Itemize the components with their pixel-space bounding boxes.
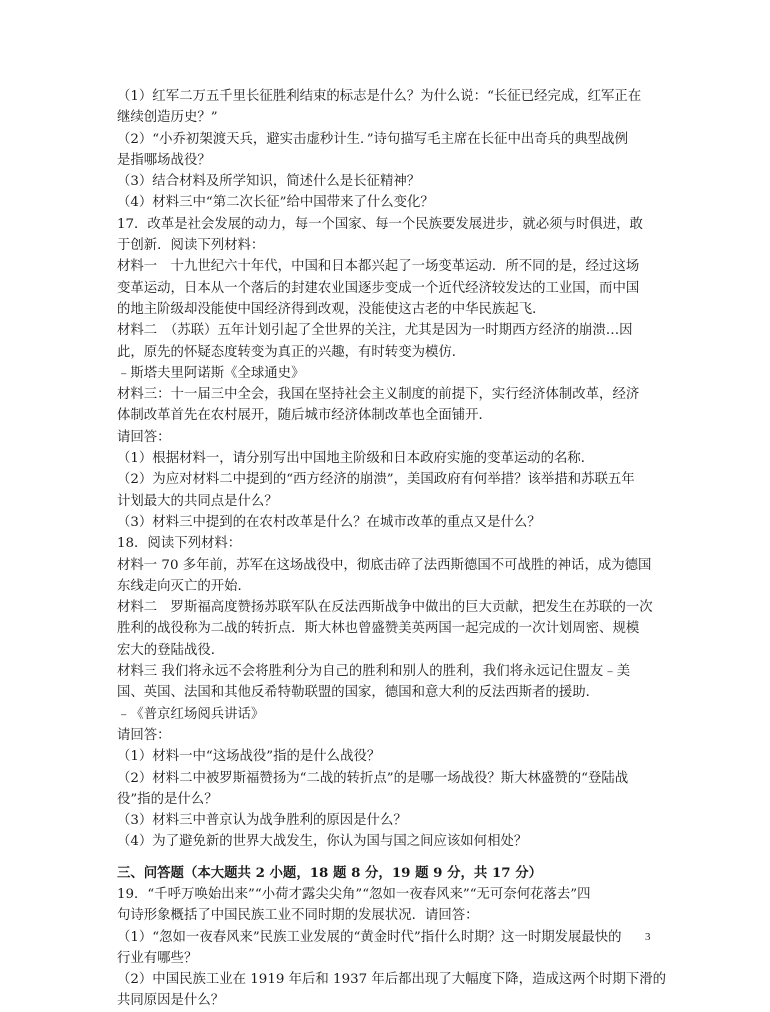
text-line: （3）材料三中提到的在农村改革是什么？在城市改革的重点又是什么？ bbox=[117, 514, 541, 530]
text-line: 18．阅读下列材料： bbox=[117, 536, 242, 552]
text-line: 宏大的登陆战役． bbox=[117, 642, 225, 658]
document-body bbox=[117, 86, 666, 1012]
text-line: 共同原因是什么？ bbox=[117, 993, 225, 1009]
text-line: 胜利的战役称为二战的转折点．斯大林也曾盛赞美英两国一起完成的一次计划周密、规模 bbox=[117, 621, 640, 637]
text-line: （2）为应对材料二中提到的“西方经济的崩溃”，美国政府有何举措？该举措和苏联五年 bbox=[117, 472, 635, 488]
text-line: 于创新．阅读下列材料： bbox=[117, 238, 265, 254]
text-line: 体制改革首先在农村展开，随后城市经济体制改革也全面铺开． bbox=[117, 408, 492, 424]
question-block-19 bbox=[117, 884, 666, 1012]
text-line: （4）材料三中“第二次长征”给中国带来了什么变化？ bbox=[117, 195, 434, 211]
text-line: 材料二 （苏联）五年计划引起了全世界的关注，尤其是因为一时期西方经济的崩溃…因 bbox=[117, 323, 633, 339]
text-line: 变革运动，日本从一个落后的封建农业国逐步变成一个近代经济较发达的工业国，而中国 bbox=[117, 280, 640, 296]
text-line: 19．“千呼万唤始出来”“小荷才露尖尖角”“忽如一夜春风来”“无可奈何花落去”四 bbox=[117, 886, 591, 902]
text-line: ﹣《普京红场阅兵讲话》 bbox=[117, 706, 265, 722]
text-line: （2）“小乔初架渡天兵，避实击虚秒计生．”诗句描写毛主席在长征中出奇兵的典型战例 bbox=[117, 131, 628, 147]
text-line: 材料一 70 多年前，苏军在这场战役中，彻底击碎了法西斯德国不可战胜的神话，成为德国 bbox=[117, 557, 652, 573]
text-line: （1）根据材料一，请分别写出中国地主阶级和日本政府实施的变革运动的名称． bbox=[117, 451, 595, 467]
question-block-17-18 bbox=[117, 86, 657, 853]
text-line: （1）红军二万五千里长征胜利结束的标志是什么？为什么说：“长征已经完成，红军正在 bbox=[117, 89, 642, 104]
text-line: 的地主阶级却没能使中国经济得到改观，没能使这古老的中华民族起飞． bbox=[117, 301, 546, 317]
text-line: （1）材料一中“这场战役”指的是什么战役？ bbox=[117, 749, 381, 765]
text-line: 材料二 罗斯福高度赞扬苏联军队在反法西斯战争中做出的巨大贡献，把发生在苏联的一次 bbox=[117, 600, 653, 616]
section-gap bbox=[117, 853, 657, 863]
text-line: 请回答： bbox=[117, 429, 171, 445]
text-line: （4）为了避免新的世界大战发生，你认为国与国之间应该如何相处？ bbox=[117, 834, 528, 850]
text-line: 计划最大的共同点是什么？ bbox=[117, 493, 278, 509]
text-line: 材料三 我们将永远不会将胜利分为自己的胜利和别人的胜利，我们将永远记住盟友﹣美 bbox=[117, 664, 631, 680]
text-line: 继续创造历史？” bbox=[117, 110, 218, 126]
text-line: 役”指的是什么？ bbox=[117, 791, 218, 807]
text-line: 17．改革是社会发展的动力，每一个国家、每一个民族要发展进步，就必须与时俱进，敢 bbox=[117, 216, 643, 232]
text-line: 国、英国、法国和其他反希特勒联盟的国家，德国和意大利的反法西斯者的援助． bbox=[117, 685, 600, 701]
section-heading: 三、问答题（本大题共 2 小题，18 题 8 分，19 题 9 分，共 17 分） bbox=[117, 864, 543, 881]
text-line: 请回答： bbox=[117, 727, 171, 743]
text-line: 是指哪场战役？ bbox=[117, 152, 211, 168]
page-number: 3 bbox=[645, 931, 651, 943]
text-line: （1）“忽如一夜春风来”民族工业发展的“黄金时代”指什么时期？这一时期发展最快的 bbox=[117, 929, 622, 945]
text-line: （3）结合材料及所学知识，简述什么是长征精神？ bbox=[117, 174, 421, 190]
text-line: ﹣斯塔夫里阿诺斯《全球通史》 bbox=[117, 365, 305, 381]
text-line: 此，原先的怀疑态度转变为真正的兴趣，有时转变为模仿． bbox=[117, 344, 466, 360]
text-line: 材料三：十一届三中全会，我国在坚持社会主义制度的前提下，实行经济体制改革，经济 bbox=[117, 387, 640, 403]
text-line: 行业有哪些？ bbox=[117, 950, 198, 966]
text-line: （2）中国民族工业在 1919 年后和 1937 年后都出现了大幅度下降，造成这两个时期下滑的 bbox=[117, 972, 666, 988]
text-line: （2）材料二中被罗斯福赞扬为“二战的转折点”的是哪一场战役？斯大林盛赞的“登陆战 bbox=[117, 770, 629, 786]
text-line: 东线走向灭亡的开始． bbox=[117, 578, 251, 594]
text-line: （3）材料三中普京认为战争胜利的原因是什么？ bbox=[117, 813, 407, 829]
text-line: 句诗形象概括了中国民族工业不同时期的发展状况．请回答： bbox=[117, 908, 479, 924]
text-line: 材料一 十九世纪六十年代，中国和日本都兴起了一场变革运动．所不同的是，经过这场 bbox=[117, 259, 640, 275]
